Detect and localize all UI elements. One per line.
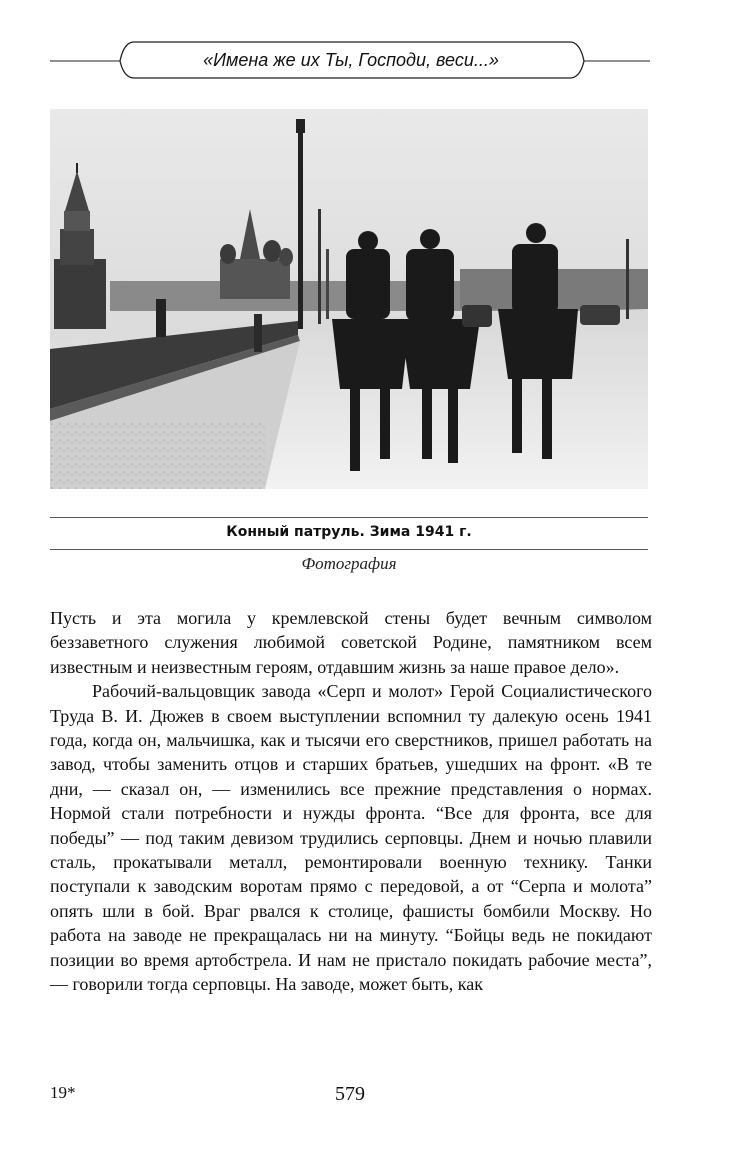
paragraph-1: Пусть и эта могила у кремлевской стены будет вечным символом беззаветного служения любимой советской Родине, памятником всем известным и неизвестным героям, отдавшим жизнь за наше правое дело». — [50, 608, 652, 677]
caption-bottom-rule — [50, 549, 648, 550]
mounted-patrol-photo — [50, 109, 648, 489]
running-header — [0, 40, 737, 80]
body-text — [50, 606, 652, 997]
running-title: «Имена же их Ты, Господи, веси...» — [203, 49, 499, 70]
signature-mark: 19* — [50, 1083, 76, 1102]
figure-subcaption: Фотография — [301, 554, 397, 573]
page-number: 579 — [335, 1083, 365, 1105]
paragraph-2: Рабочий-вальцовщик завода «Серп и молот» Герой Социалистического Труда В. И. Дюжев в своем выступлении вспомнил ту далекую осень 1941 года, когда он, мальчишка, как и тысячи его сверстников, пришел работать на завод, чтобы заменить отцов и старших братьев, ушедших на фронт. «В те дни, — сказал он, — изменились все прежние представления о нормах. Нормой стали потребности и нужды фронта. “Все для фронта, все для победы” — под таким девизом трудились серповцы. Днем и ночью плавили сталь, прокатывали металл, ремонтировали военную технику. Танки поступали к заводским воротам прямо с передовой, а от “Серпа и молота” опять шли в бой. Враг рвался к столице, фашисты бомбили Москву. Но работа на заводе не прекращалась ни на минуту. “Бойцы ведь не покидают позиции во время артобстрела. И нам не пристало покидать рабочие места”, — говорили тогда серповцы. На заводе, может быть, как — [50, 681, 652, 995]
figure-photograph — [50, 109, 648, 489]
caption-top-rule — [50, 517, 648, 518]
figure-caption: Конный патруль. Зима 1941 г. — [226, 524, 472, 540]
